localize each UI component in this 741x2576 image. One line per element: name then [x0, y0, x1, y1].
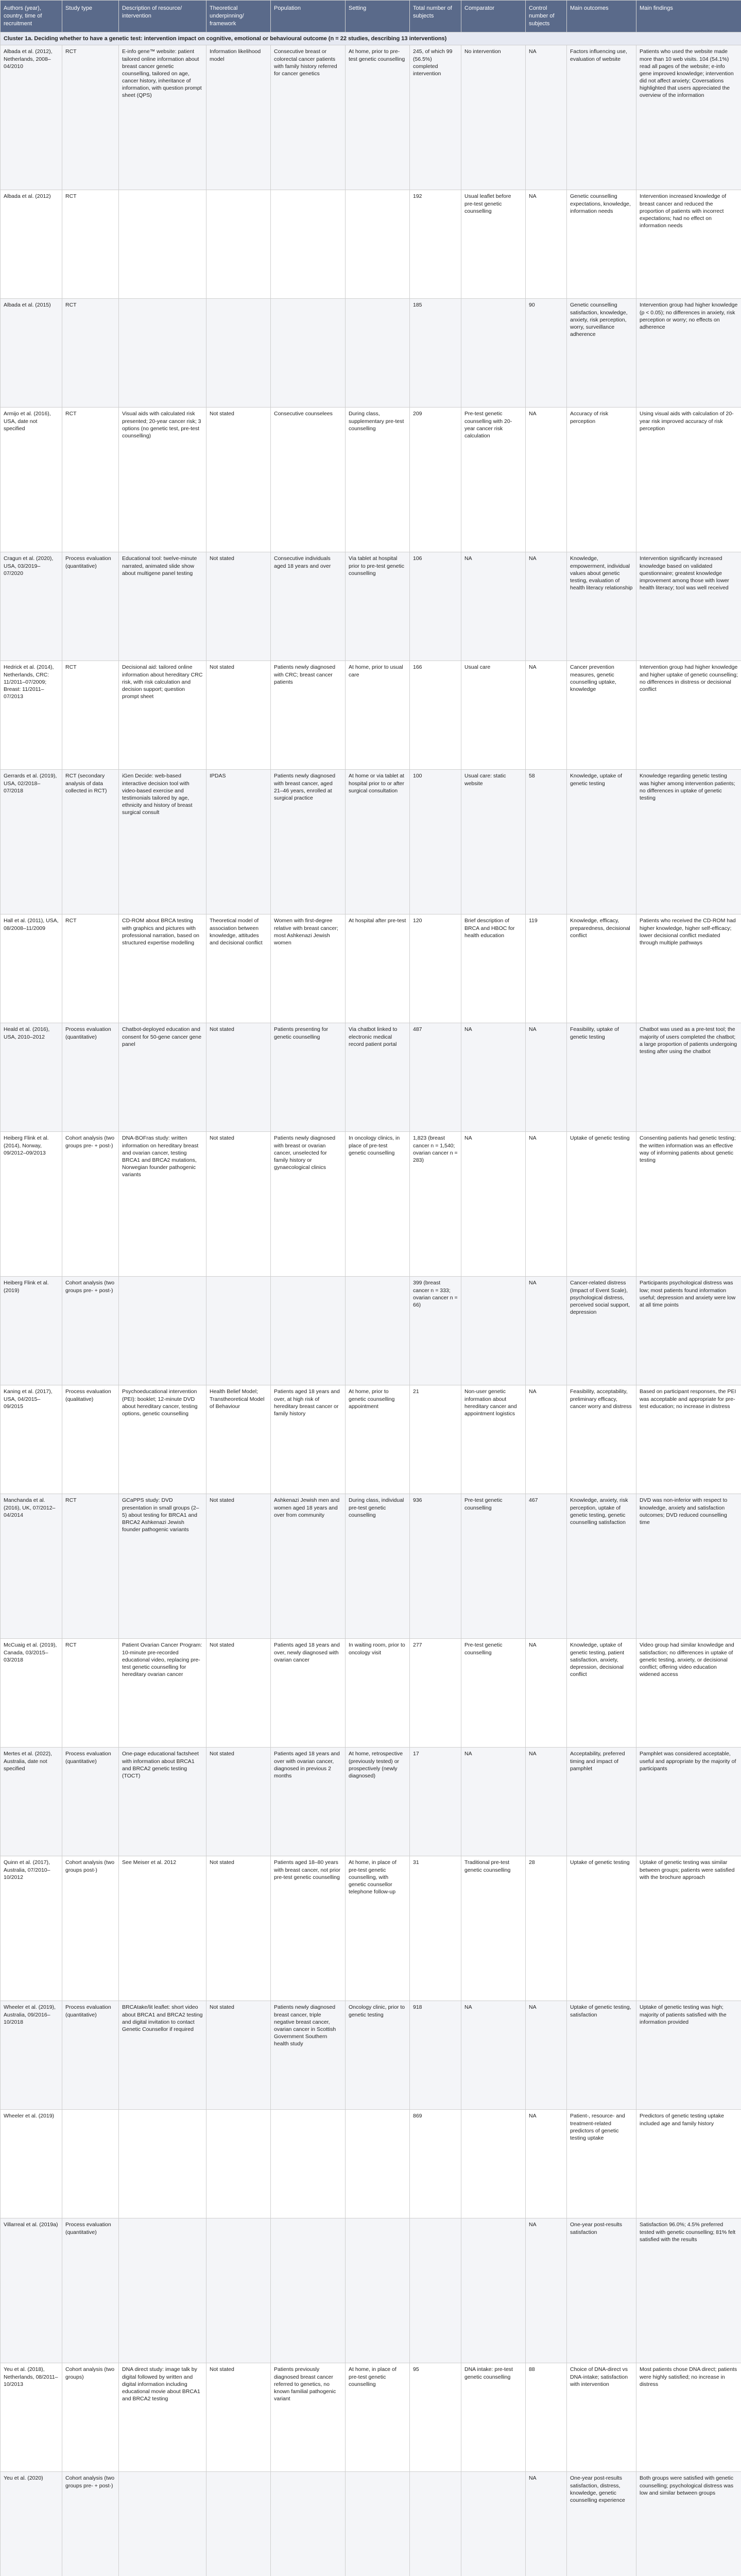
table-cell: Pre-test genetic counselling	[461, 1639, 526, 1748]
table-cell	[271, 299, 346, 408]
column-header: Setting	[346, 1, 410, 32]
table-cell: 90	[526, 299, 567, 408]
table-cell: Decisional aid: tailored online information about hereditary CRC risk, with risk calculation and decision support; question prompt sheet	[119, 661, 206, 770]
table-cell	[461, 2110, 526, 2218]
table-cell: NA	[526, 1639, 567, 1748]
table-cell: 1,823 (breast cancer n = 1,540; ovarian cancer n = 283)	[410, 1132, 461, 1277]
table-cell: Quinn et al. (2017), Australia, 07/2010–10/2012	[1, 1856, 62, 2001]
table-cell: Process evaluation (quantitative)	[62, 552, 119, 661]
table-row	[1, 770, 741, 914]
table-cell: Patient-, resource- and treatment-related predictors of genetic testing uptake	[567, 2110, 636, 2218]
table-cell: Uptake of genetic testing was high; majority of patients satisfied with the information provided	[636, 2001, 741, 2110]
table-cell	[346, 2472, 410, 2576]
table-row	[1, 1748, 741, 1856]
table-cell: During class, individual pre-test genetic counselling	[346, 1494, 410, 1639]
table-cell: NA	[526, 1132, 567, 1277]
column-header: Authors (year), country, time of recruitment	[1, 1, 62, 32]
table-cell: Patients newly diagnosed breast cancer, triple negative breast cancer, ovarian cancer in Scottish Government Southern health study	[271, 2001, 346, 2110]
column-header: Theoretical underpinning/ framework	[206, 1, 271, 32]
table-cell: 100	[410, 770, 461, 914]
table-cell: NA	[526, 2218, 567, 2363]
table-cell: Cohort analysis (two groups pre- + post-)	[62, 2472, 119, 2576]
table-cell: 88	[526, 2363, 567, 2472]
table-cell: One-page educational factsheet with information about BRCA1 and BRCA2 genetic testing (TOCT)	[119, 1748, 206, 1856]
table-cell: RCT	[62, 408, 119, 552]
table-cell: Not stated	[206, 2363, 271, 2472]
table-row	[1, 1856, 741, 2001]
table-cell: Cohort analysis (two groups)	[62, 2363, 119, 2472]
column-header: Control number of subjects	[526, 1, 567, 32]
table-cell	[461, 1277, 526, 1385]
table-cell: RCT	[62, 45, 119, 190]
table-cell: Patients presenting for genetic counselling	[271, 1023, 346, 1132]
table-cell: GCaPPS study: DVD presentation in small groups (2–5) about testing for BRCA1 and BRCA2 Ashkenazi Jewish founder pathogenic variants	[119, 1494, 206, 1639]
column-header: Main outcomes	[567, 1, 636, 32]
table-cell: Patients aged 18 years and over, newly diagnosed with ovarian cancer	[271, 1639, 346, 1748]
table-cell: Pre-test genetic counselling with 20-year cancer risk calculation	[461, 408, 526, 552]
table-cell: Consecutive breast or colorectal cancer patients with family history referred for cancer genetics	[271, 45, 346, 190]
table-cell: Patients who used the website made more than 10 web visits. 104 (54.1%) read all pages of the website; e-info gene improved knowledge; intervention did not affect anxiety; Coversations highlighted that users appreciated the overview of the information	[636, 45, 741, 190]
table-body	[1, 32, 741, 2576]
table-cell	[119, 2110, 206, 2218]
table-cell: NA	[526, 661, 567, 770]
table-row	[1, 299, 741, 408]
table-cell	[271, 2218, 346, 2363]
table-cell	[346, 2218, 410, 2363]
table-cell: Consenting patients had genetic testing; the written information was an effective way of informing patients about genetic testing	[636, 1132, 741, 1277]
table-cell	[119, 299, 206, 408]
table-cell: Wheeler et al. (2019)	[1, 2110, 62, 2218]
table-cell: 119	[526, 914, 567, 1023]
table-cell: One-year post-results satisfaction	[567, 2218, 636, 2363]
table-header	[1, 1, 741, 32]
table-cell: 467	[526, 1494, 567, 1639]
table-cell: Cragun et al. (2020), USA, 03/2019–07/2020	[1, 552, 62, 661]
table-cell: Heald et al. (2016), USA, 2010–2012	[1, 1023, 62, 1132]
table-cell: 95	[410, 2363, 461, 2472]
column-header: Study type	[62, 1, 119, 32]
table-cell: 106	[410, 552, 461, 661]
table-cell: Chatbot-deployed education and consent for 50-gene cancer gene panel	[119, 1023, 206, 1132]
table-row	[1, 1023, 741, 1132]
table-cell: Via tablet at hospital prior to pre-test genetic counselling	[346, 552, 410, 661]
column-header: Main findings	[636, 1, 741, 32]
column-header: Total number of subjects	[410, 1, 461, 32]
table-cell: Knowledge, uptake of genetic testing	[567, 770, 636, 914]
table-cell: Patients who received the CD-ROM had higher knowledge, higher self-efficacy; lower decisional conflict mediated through multiple pathways	[636, 914, 741, 1023]
table-cell: NA	[526, 2001, 567, 2110]
table-row	[1, 914, 741, 1023]
table-cell	[461, 299, 526, 408]
table-cell: Predictors of genetic testing uptake included age and family history	[636, 2110, 741, 2218]
table-cell: 192	[410, 190, 461, 299]
table-cell: Factors influencing use, evaluation of website	[567, 45, 636, 190]
table-cell	[271, 1277, 346, 1385]
table-cell: Usual care	[461, 661, 526, 770]
table-cell: Using visual aids with calculation of 20-year risk improved accuracy of risk perception	[636, 408, 741, 552]
table-cell: NA	[526, 1748, 567, 1856]
table-cell: DNA intake: pre-test genetic counselling	[461, 2363, 526, 2472]
table-cell: Health Belief Model; Transtheoretical Model of Behaviour	[206, 1385, 271, 1494]
table-cell: NA	[461, 1748, 526, 1856]
table-cell: Cohort analysis (two groups post-)	[62, 1856, 119, 2001]
table-cell: Knowledge regarding genetic testing was higher among intervention patients; no differences in uptake of genetic testing	[636, 770, 741, 914]
table-cell: Information likelihood model	[206, 45, 271, 190]
table-cell	[119, 2472, 206, 2576]
table-cell: Process evaluation (quantitative)	[62, 2218, 119, 2363]
column-header: Comparator	[461, 1, 526, 32]
table-cell: 17	[410, 1748, 461, 1856]
table-cell: Albada et al. (2012)	[1, 190, 62, 299]
table-cell: Albada et al. (2015)	[1, 299, 62, 408]
table-cell: Chatbot was used as a pre-test tool; the majority of users completed the chatbot; a large proportion of patients undergoing testing after using the chatbot	[636, 1023, 741, 1132]
table-cell: RCT (secondary analysis of data collected in RCT)	[62, 770, 119, 914]
table-cell: Non-user genetic information about hereditary cancer and appointment logistics	[461, 1385, 526, 1494]
table-cell: Patients aged 18 years and over with ovarian cancer, diagnosed in previous 2 months	[271, 1748, 346, 1856]
table-cell: 21	[410, 1385, 461, 1494]
table-row	[1, 1132, 741, 1277]
header-row	[1, 1, 741, 32]
table-cell: Uptake of genetic testing	[567, 1856, 636, 2001]
table-cell	[346, 1277, 410, 1385]
table-cell: Not stated	[206, 661, 271, 770]
table-cell: Patients previously diagnosed breast cancer referred to genetics, no known familial pathogenic variant	[271, 2363, 346, 2472]
table-row	[1, 45, 741, 190]
table-cell: Knowledge, efficacy, preparedness, decisional conflict	[567, 914, 636, 1023]
table-cell: NA	[526, 45, 567, 190]
table-cell: Satisfaction 96.0%; 4.5% preferred tested with genetic counselling; 81% felt satisfied with the results	[636, 2218, 741, 2363]
table-cell: iGen Decide: web-based interactive decision tool with video-based exercise and testimonials tailored by age, ethnicity and history of breast surgical consult	[119, 770, 206, 914]
table-cell: NA	[461, 552, 526, 661]
table-cell: McCuaig et al. (2019), Canada, 03/2015–03/2018	[1, 1639, 62, 1748]
table-cell: At home, retrospective (previously tested) or prospectively (newly diagnosed)	[346, 1748, 410, 1856]
table-cell: Wheeler et al. (2019), Australia, 09/2016–10/2018	[1, 2001, 62, 2110]
table-cell	[461, 2218, 526, 2363]
column-header: Description of resource/ intervention	[119, 1, 206, 32]
table-cell: Kaning et al. (2017), USA, 04/2015–09/2015	[1, 1385, 62, 1494]
table-cell	[346, 2110, 410, 2218]
table-cell: Psychoeducational intervention (PEI): booklet; 12-minute DVD about hereditary cancer, testing options, genetic counselling	[119, 1385, 206, 1494]
table-cell: 31	[410, 1856, 461, 2001]
table-cell: Mertes et al. (2022), Australia, date not specified	[1, 1748, 62, 1856]
table-cell: At home or via tablet at hospital prior to or after surgical consultation	[346, 770, 410, 914]
table-cell	[206, 2110, 271, 2218]
table-cell: Process evaluation (quantitative)	[62, 1023, 119, 1132]
table-cell: Not stated	[206, 408, 271, 552]
table-cell: Process evaluation (quantitative)	[62, 1748, 119, 1856]
table-cell	[119, 2218, 206, 2363]
table-cell: Ashkenazi Jewish men and women aged 18 years and over from community	[271, 1494, 346, 1639]
table-row	[1, 1639, 741, 1748]
table-cell: RCT	[62, 661, 119, 770]
table-row	[1, 1277, 741, 1385]
table-cell: At home, prior to usual care	[346, 661, 410, 770]
table-cell: Patients newly diagnosed with breast or ovarian cancer, unselected for family history or gynaecological clinics	[271, 1132, 346, 1277]
table-cell: 245, of which 99 (56.5%) completed intervention	[410, 45, 461, 190]
table-cell: Choice of DNA-direct vs DNA-intake; satisfaction with intervention	[567, 2363, 636, 2472]
cluster-row	[1, 32, 741, 45]
table-row	[1, 408, 741, 552]
table-cell: At home, in place of pre-test genetic counselling	[346, 2363, 410, 2472]
table-cell: Heiberg Flink et al. (2014), Norway, 09/2012–09/2013	[1, 1132, 62, 1277]
table-cell: Knowledge, uptake of genetic testing, patient satisfaction, anxiety, depression, decisional conflict	[567, 1639, 636, 1748]
table-cell: At home, prior to pre-test genetic counselling	[346, 45, 410, 190]
table-cell	[271, 2472, 346, 2576]
table-cell: 399 (breast cancer n = 333; ovarian cancer n = 66)	[410, 1277, 461, 1385]
table-cell	[410, 2472, 461, 2576]
table-cell: Not stated	[206, 1494, 271, 1639]
table-cell: Video group had similar knowledge and satisfaction; no differences in uptake of genetic testing, anxiety, or decisional conflict; offering video education widened access	[636, 1639, 741, 1748]
table-cell: Genetic counselling satisfaction, knowledge, anxiety, risk perception, worry, surveillance adherence	[567, 299, 636, 408]
table-cell: Uptake of genetic testing	[567, 1132, 636, 1277]
table-cell: In waiting room, prior to oncology visit	[346, 1639, 410, 1748]
table-cell: Not stated	[206, 1748, 271, 1856]
table-cell: NA	[526, 1277, 567, 1385]
table-cell: Uptake of genetic testing, satisfaction	[567, 2001, 636, 2110]
table-cell	[271, 190, 346, 299]
table-cell: 918	[410, 2001, 461, 2110]
table-cell: NA	[526, 190, 567, 299]
table-cell: NA	[461, 1023, 526, 1132]
table-cell: 209	[410, 408, 461, 552]
table-cell: NA	[526, 408, 567, 552]
table-cell: Patients aged 18–80 years with breast cancer, not prior pre-test genetic counselling	[271, 1856, 346, 2001]
table-cell: At hospital after pre-test	[346, 914, 410, 1023]
table-cell: RCT	[62, 914, 119, 1023]
table-cell: Both groups were satisfied with genetic counselling; psychological distress was low and similar between groups	[636, 2472, 741, 2576]
table-row	[1, 2218, 741, 2363]
table-cell: RCT	[62, 1639, 119, 1748]
table-cell: Based on participant responses, the PEI was acceptable and appropriate for pre-test education; no increase in distress	[636, 1385, 741, 1494]
table-cell: Cancer-related distress (Impact of Event Scale), psychological distress, perceived social support, depression	[567, 1277, 636, 1385]
table-cell: 277	[410, 1639, 461, 1748]
table-cell: Participants psychological distress was low; most patients found information useful; depression and anxiety were low at all time points	[636, 1277, 741, 1385]
table-cell: Knowledge, empowerment, individual values about genetic testing, evaluation of health literacy relationship	[567, 552, 636, 661]
table-cell: Feasibility, uptake of genetic testing	[567, 1023, 636, 1132]
table-cell: Visual aids with calculated risk presented; 20-year cancer risk; 3 options (no genetic test, pre-test counselling)	[119, 408, 206, 552]
table-cell: DNA direct study: image talk by digital followed by written and digital information including educational movie about BRCA1 and BRCA2 testing	[119, 2363, 206, 2472]
table-cell: Patients newly diagnosed with CRC; breast cancer patients	[271, 661, 346, 770]
table-cell	[206, 2218, 271, 2363]
table-cell: Not stated	[206, 1132, 271, 1277]
table-cell: Heiberg Flink et al. (2019)	[1, 1277, 62, 1385]
table-cell: Consecutive counselees	[271, 408, 346, 552]
table-cell: At home, in place of pre-test genetic counselling, with genetic counsellor telephone follow-up	[346, 1856, 410, 2001]
table-cell: Gerrards et al. (2019), USA, 02/2018–07/2018	[1, 770, 62, 914]
table-cell: Not stated	[206, 1856, 271, 2001]
table-cell: BRCAtake/lit leaflet: short video about BRCA1 and BRCA2 testing and digital invitation to contact Genetic Counsellor if required	[119, 2001, 206, 2110]
table-cell: Villarreal et al. (2019a)	[1, 2218, 62, 2363]
table-row	[1, 2472, 741, 2576]
table-row	[1, 661, 741, 770]
table-cell: 185	[410, 299, 461, 408]
table-cell: Women with first-degree relative with breast cancer; most Ashkenazi Jewish women	[271, 914, 346, 1023]
table-cell: Cohort analysis (two groups pre- + post-)	[62, 1132, 119, 1277]
cluster-heading: Cluster 1a. Deciding whether to have a genetic test: intervention impact on cognitive, emotional or behavioural outcome (n = 22 studies, describing 13 interventions)	[1, 32, 741, 45]
table-cell: In oncology clinics, in place of pre-test genetic counselling	[346, 1132, 410, 1277]
table-cell: Intervention group had higher knowledge (p < 0.05); no differences in anxiety, risk perception or worry; no effects on adherence	[636, 299, 741, 408]
table-cell: NA	[526, 2472, 567, 2576]
table-cell: Usual leaflet before pre-test genetic counselling	[461, 190, 526, 299]
table-cell	[206, 2472, 271, 2576]
column-header: Population	[271, 1, 346, 32]
table-cell: Most patients chose DNA direct; patients were highly satisfied; no increase in distress	[636, 2363, 741, 2472]
table-cell: Intervention increased knowledge of breast cancer and reduced the proportion of patients with incorrect expectations; had no effect on information needs	[636, 190, 741, 299]
table-cell: Uptake of genetic testing was similar between groups; patients were satisfied with the brochure approach	[636, 1856, 741, 2001]
table-cell: Patients aged 18 years and over, at high risk of hereditary breast cancer or family history	[271, 1385, 346, 1494]
table-cell: Knowledge, anxiety, risk perception, uptake of genetic testing, genetic counselling satisfaction	[567, 1494, 636, 1639]
table-cell	[461, 2472, 526, 2576]
table-cell: Not stated	[206, 2001, 271, 2110]
table-cell: Manchanda et al. (2016), UK, 07/2012–04/2014	[1, 1494, 62, 1639]
table-cell: 936	[410, 1494, 461, 1639]
table-cell: No intervention	[461, 45, 526, 190]
table-cell: Yeu et al. (2018), Netherlands, 08/2011–10/2013	[1, 2363, 62, 2472]
table-cell: RCT	[62, 190, 119, 299]
table-cell: Not stated	[206, 1639, 271, 1748]
table-row	[1, 2110, 741, 2218]
table-cell: Hall et al. (2011), USA, 08/2008–11/2009	[1, 914, 62, 1023]
table-cell	[119, 190, 206, 299]
table-cell: At home, prior to genetic counselling appointment	[346, 1385, 410, 1494]
table-cell: Pre-test genetic counselling	[461, 1494, 526, 1639]
table-cell: One-year post-results satisfaction, distress, knowledge, genetic counselling experience	[567, 2472, 636, 2576]
table-cell: Cancer prevention measures, genetic counselling uptake, knowledge	[567, 661, 636, 770]
table-cell: Educational tool: twelve-minute narrated, animated slide show about multigene panel testing	[119, 552, 206, 661]
table-cell	[271, 2110, 346, 2218]
table-row	[1, 1494, 741, 1639]
table-cell: RCT	[62, 1494, 119, 1639]
table-cell: DVD was non-inferior with respect to knowledge, anxiety and satisfaction outcomes; DVD reduced counselling time	[636, 1494, 741, 1639]
table-cell: 487	[410, 1023, 461, 1132]
table-cell: Feasibility, acceptability, preliminary efficacy, cancer worry and distress	[567, 1385, 636, 1494]
table-cell: Traditional pre-test genetic counselling	[461, 1856, 526, 2001]
table-cell: 58	[526, 770, 567, 914]
table-cell: Acceptability, preferred timing and impact of pamphlet	[567, 1748, 636, 1856]
table-cell: RCT	[62, 299, 119, 408]
table-cell	[410, 2218, 461, 2363]
table-cell: Not stated	[206, 552, 271, 661]
table-cell	[119, 1277, 206, 1385]
table-cell: IPDAS	[206, 770, 271, 914]
table-row	[1, 2001, 741, 2110]
table-cell: Not stated	[206, 1023, 271, 1132]
table-cell: Theoretical model of association between knowledge, attitudes and decisional conflict	[206, 914, 271, 1023]
table-cell: NA	[526, 552, 567, 661]
table-cell	[206, 190, 271, 299]
table-cell: Consecutive individuals aged 18 years and over	[271, 552, 346, 661]
table-cell: NA	[461, 1132, 526, 1277]
table-cell: Hedrick et al. (2014), Netherlands, CRC: 11/2011–07/2009; Breast: 11/2011–07/2013	[1, 661, 62, 770]
table-row	[1, 190, 741, 299]
table-cell: Process evaluation (qualitative)	[62, 1385, 119, 1494]
table-cell: Genetic counselling expectations, knowledge, information needs	[567, 190, 636, 299]
table-cell: Intervention significantly increased knowledge based on validated questionnaire; greatest knowledge improvement among those with lower health literacy; tool was well received	[636, 552, 741, 661]
table-row	[1, 1385, 741, 1494]
table-cell: Armijo et al. (2016), USA, date not specified	[1, 408, 62, 552]
table-cell: E-info gene™ website: patient tailored online information about breast cancer genetic counselling, tailored on age, cancer history, inheritance of information, with question prompt sheet (QPS)	[119, 45, 206, 190]
table-cell: 166	[410, 661, 461, 770]
table-cell: DNA-BOFras study: written information on hereditary breast and ovarian cancer, testing BRCA1 and BRCA2 mutations, Norwegian founder pathogenic variants	[119, 1132, 206, 1277]
table-cell	[206, 1277, 271, 1385]
table-cell: NA	[526, 1385, 567, 1494]
table-cell: 869	[410, 2110, 461, 2218]
table-cell: See Meiser et al. 2012	[119, 1856, 206, 2001]
table-cell: NA	[461, 2001, 526, 2110]
table-cell: 120	[410, 914, 461, 1023]
table-cell: Usual care: static website	[461, 770, 526, 914]
table-row	[1, 2363, 741, 2472]
table-cell: Via chatbot linked to electronic medical record patient portal	[346, 1023, 410, 1132]
table-cell: Accuracy of risk perception	[567, 408, 636, 552]
table-cell: Process evaluation (quantitative)	[62, 2001, 119, 2110]
table-cell: NA	[526, 2110, 567, 2218]
table-cell: Pamphlet was considered acceptable, useful and appropriate by the majority of participants	[636, 1748, 741, 1856]
table-cell: During class, supplementary pre-test counselling	[346, 408, 410, 552]
table-cell	[62, 2110, 119, 2218]
table-cell: CD-ROM about BRCA testing with graphics and pictures with professional narration, based on structured expertise modelling	[119, 914, 206, 1023]
table-cell: Cohort analysis (two groups pre- + post-)	[62, 1277, 119, 1385]
table-cell: Yeu et al. (2020)	[1, 2472, 62, 2576]
table-cell: Intervention group had higher knowledge and higher uptake of genetic counselling; no differences in distress or decisional conflict	[636, 661, 741, 770]
table-cell: Patients newly diagnosed with breast cancer, aged 21–46 years, enrolled at surgical practice	[271, 770, 346, 914]
table-row	[1, 552, 741, 661]
table-cell: Oncology clinic, prior to genetic testing	[346, 2001, 410, 2110]
table-cell: Brief description of BRCA and HBOC for health education	[461, 914, 526, 1023]
table-cell	[346, 299, 410, 408]
table-cell: Patient Ovarian Cancer Program: 10-minute pre-recorded educational video, replacing pre-test genetic counselling for hereditary ovarian cancer	[119, 1639, 206, 1748]
table-cell: Albada et al. (2012), Netherlands, 2008–04/2010	[1, 45, 62, 190]
table-cell	[346, 190, 410, 299]
table-cell: NA	[526, 1023, 567, 1132]
table-cell: 28	[526, 1856, 567, 2001]
table-cell	[206, 299, 271, 408]
